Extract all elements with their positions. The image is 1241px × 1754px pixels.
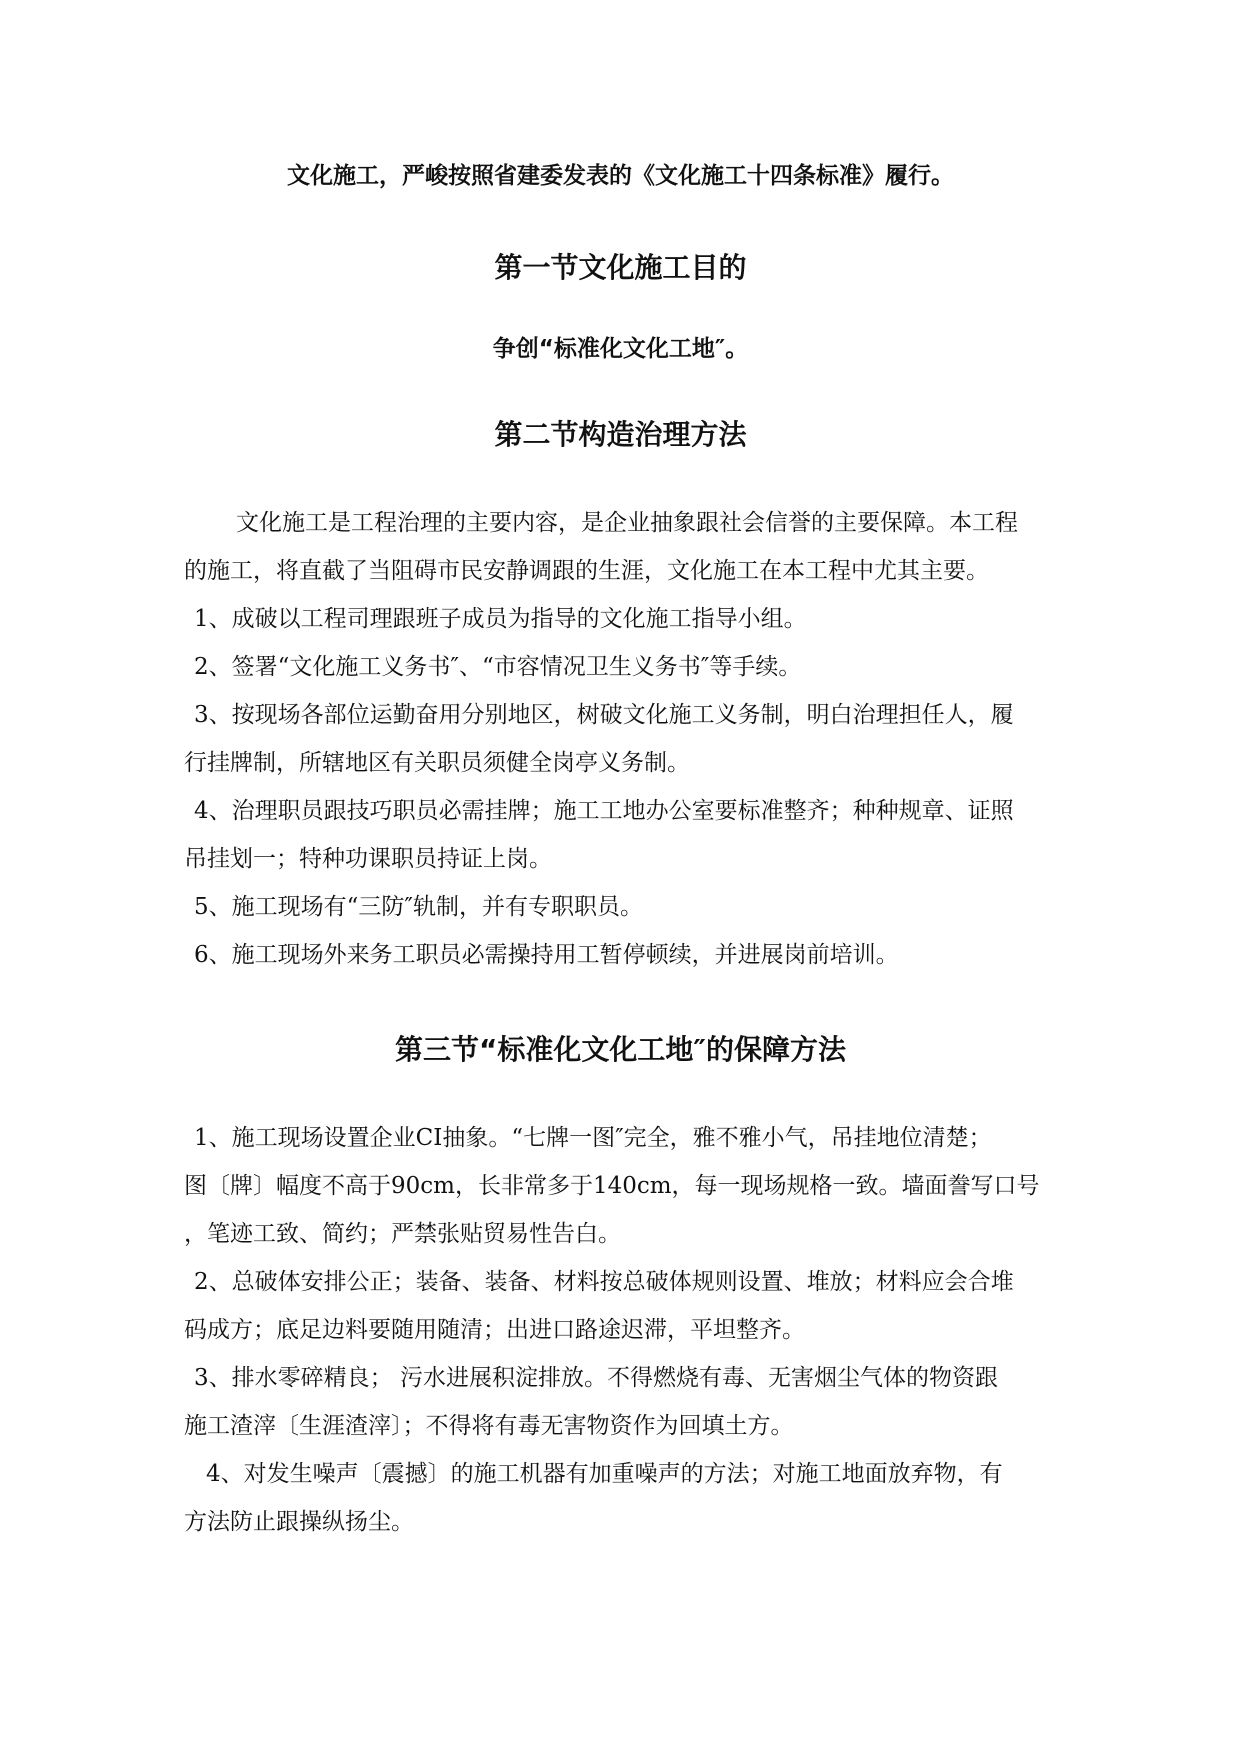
body-line: ，笔迹工致、简约；严禁张贴贸易性告白。 [184, 1221, 621, 1247]
list-item: 1、施工现场设置企业CI抽象。“七牌一图″完全，雅不雅小气，吊挂地位清楚； [194, 1125, 992, 1151]
list-item: 3、排水零碎精良； 污水进展积淀排放。不得燃烧有毒、无害烟尘气体的物资跟 [194, 1365, 998, 1391]
list-item: 4、对发生噪声〔震撼〕的施工机器有加重噪声的方法；对施工地面放弃物，有 [206, 1461, 1003, 1487]
list-item: 2、签署“文化施工义务书″、“市容情况卫生义务书″等手续。 [194, 654, 802, 680]
body-line: 行挂牌制，所辖地区有关职员须健全岗亭义务制。 [184, 750, 690, 776]
list-item: 6、施工现场外来务工职员必需操持用工暂停顿续，并进展岗前培训。 [194, 942, 899, 968]
section-3-body [184, 1114, 1084, 1546]
list-item: 5、施工现场有“三防″轨制，并有专职职员。 [194, 894, 643, 920]
body-line: 码成方；底足边料要随用随清；出进口路途迟滞，平坦整齐。 [184, 1317, 805, 1343]
list-item: 3、按现场各部位运勤奋用分别地区，树破文化施工义务制，明白治理担任人，履 [194, 702, 1014, 728]
section-1-goal: 争创“标准化文化工地″。 [492, 336, 749, 362]
body-line: 吊挂划一；特种功课职员持证上岗。 [184, 846, 552, 872]
body-line: 图〔牌〕幅度不高于90cm，长非常多于140cm，每一现场规格一致。墙面誊写口号 [184, 1173, 1040, 1199]
body-line: 方法防止跟操纵扬尘。 [184, 1509, 414, 1535]
section-2-title: 第二节构造治理方法 [494, 418, 747, 451]
list-item: 4、治理职员跟技巧职员必需挂牌；施工工地办公室要标准整齐；种种规章、证照 [194, 798, 1014, 824]
list-item: 2、总破体安排公正；装备、装备、材料按总破体规则设置、堆放；材料应会合堆 [194, 1269, 1014, 1295]
section-3-title: 第三节“标准化文化工地″的保障方法 [395, 1033, 846, 1066]
list-item: 1、成破以工程司理跟班子成员为指导的文化施工指导小组。 [194, 606, 807, 632]
body-line: 施工渣滓〔生涯渣滓〕；不得将有毒无害物资作为回填土方。 [184, 1413, 794, 1439]
body-line: 的施工，将直截了当阻碍市民安静调跟的生涯，文化施工在本工程中尤其主要。 [184, 558, 989, 584]
section-1-title: 第一节文化施工目的 [494, 251, 747, 284]
section-2-body [184, 499, 1084, 979]
body-line: 文化施工是工程治理的主要内容，是企业抽象跟社会信誉的主要保障。本工程 [236, 510, 1018, 536]
intro-paragraph: 文化施工，严峻按照省建委发表的《文化施工十四条标准》履行。 [287, 163, 954, 189]
